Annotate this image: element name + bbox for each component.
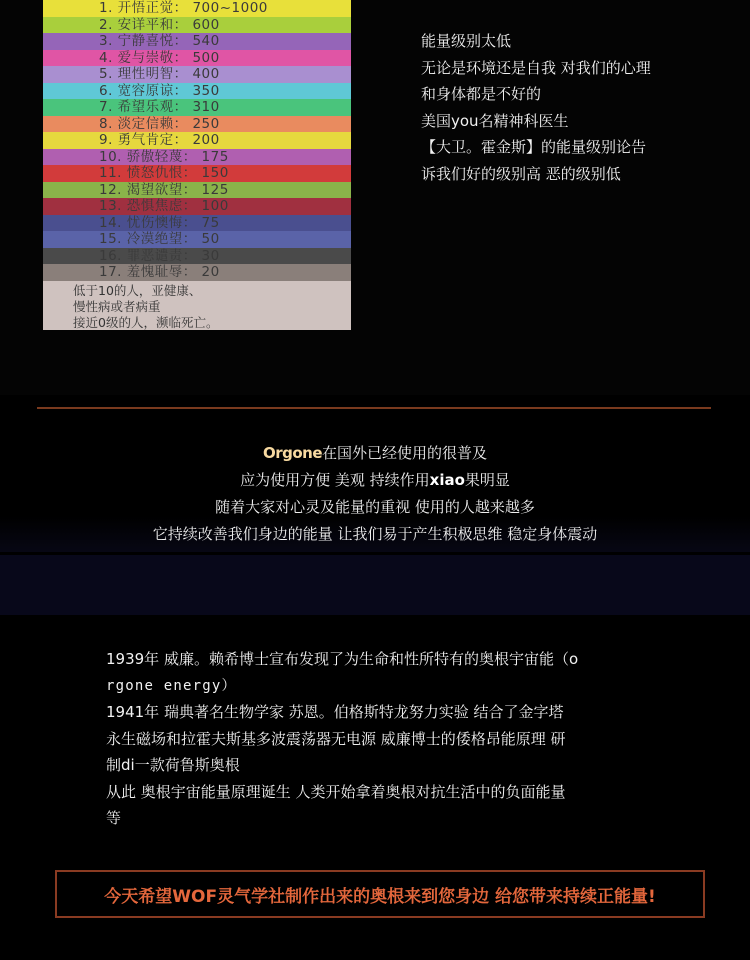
energy-level-row: 8. 淡定信赖： 250: [43, 116, 351, 133]
section-divider: [37, 407, 711, 409]
energy-level-note: [43, 281, 351, 330]
dark-band: [0, 555, 750, 615]
closing-banner: [55, 870, 705, 918]
desc-line-2: [0, 467, 750, 494]
history-line: 从此 奥根宇宙能量原理诞生 人类开始拿着奥根对抗生活中的负面能量: [106, 782, 566, 801]
energy-level-row: 11. 愤怒仇恨： 150: [43, 165, 351, 182]
energy-level-row: 9. 勇气肯定： 200: [43, 132, 351, 149]
desc-line-1: [0, 440, 750, 467]
banner-text: 今天希望WOF灵气学社制作出来的奥根来到您身边 给您带来持续正能量!: [104, 886, 656, 907]
orgone-description: [0, 440, 750, 548]
energy-level-row: 16. 罪恶谴责： 30: [43, 248, 351, 265]
energy-level-row: 5. 理性明智： 400: [43, 66, 351, 83]
note-line-1: 低于10的人，亚健康、: [73, 282, 202, 298]
history-line: 1941年 瑞典著名生物学家 苏恩。伯格斯特龙努力实验 结合了金字塔: [106, 703, 564, 721]
intro-line: 诉我们好的级别高 恶的级别低: [421, 164, 621, 183]
energy-level-row: 17. 羞愧耻辱： 20: [43, 264, 351, 281]
intro-line: 美国you名精神科医生: [421, 111, 569, 130]
intro-line: 和身体都是不好的: [421, 85, 542, 103]
desc-line-1-text: 在国外已经使用的很普及: [322, 444, 488, 462]
energy-level-row: 10. 骄傲轻蔑： 175: [43, 149, 351, 166]
note-line-2: 慢性病或者病重: [73, 298, 161, 314]
desc-line-2-brand: xiao: [429, 471, 465, 489]
desc-line-2-a: 应为使用方便 美观 持续作用: [240, 471, 430, 489]
desc-line-2-b: 果明显: [464, 471, 510, 489]
history-text: [106, 646, 676, 832]
history-line: rgone energy）: [106, 677, 237, 694]
energy-level-row: 3. 宁静喜悦： 540: [43, 33, 351, 50]
energy-level-row: 12. 渴望欲望： 125: [43, 182, 351, 199]
energy-level-row: 13. 恐惧焦虑： 100: [43, 198, 351, 215]
energy-level-chart-image: [43, 0, 351, 331]
energy-level-row: 2. 安详平和： 600: [43, 17, 351, 34]
intro-line: 无论是环境还是自我 对我们的心理: [421, 58, 651, 77]
energy-level-row: 1. 开悟正觉： 700~1000: [43, 0, 351, 17]
intro-text: [421, 28, 721, 187]
energy-level-row: 7. 希望乐观： 310: [43, 99, 351, 116]
desc-line-4: 它持续改善我们身边的能量 让我们易于产生积极思维 稳定身体震动: [152, 525, 598, 543]
energy-level-row: 14. 忧伤懊悔： 75: [43, 215, 351, 232]
history-line: 1939年 威廉。赖希博士宣布发现了为生命和性所特有的奥根宇宙能（o: [106, 650, 579, 668]
energy-level-row: 4. 爱与崇敬： 500: [43, 50, 351, 67]
note-line-3: 接近0级的人，濒临死亡。: [73, 314, 219, 330]
energy-level-rows: [43, 0, 351, 281]
history-line: 等: [106, 809, 122, 827]
history-line: 永生磁场和拉霍夫斯基多波震荡器无电源 威廉博士的倭格昂能原理 研: [106, 729, 566, 748]
intro-line: 【大卫。霍金斯】的能量级别论告: [421, 138, 647, 156]
intro-line: 能量级别太低: [421, 32, 512, 50]
history-line: 制di一款荷鲁斯奥根: [106, 756, 240, 774]
energy-level-row: 6. 宽容原谅： 350: [43, 83, 351, 100]
brand-orgone: Orgone: [262, 444, 323, 462]
desc-line-3: 随着大家对心灵及能量的重视 使用的人越来越多: [215, 498, 535, 516]
energy-level-row: 15. 冷漠绝望： 50: [43, 231, 351, 248]
